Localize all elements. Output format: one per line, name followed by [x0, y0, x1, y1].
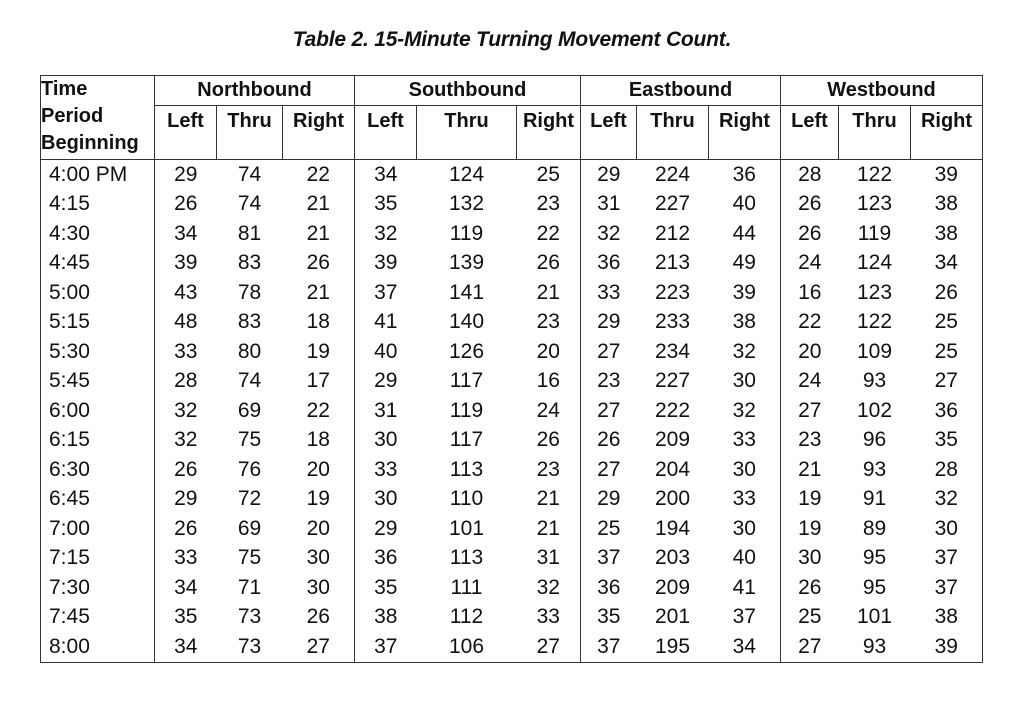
wb-left-cell: 28 [781, 160, 839, 190]
table-row [41, 426, 983, 456]
nb-left-cell: 48 [155, 308, 217, 338]
eb-thru-cell: 222 [654, 398, 691, 422]
nb-thru-cell: 78 [237, 280, 262, 304]
wb-right-cell: 39 [911, 632, 983, 662]
time-period-cell: 5:00 [41, 278, 155, 308]
wb-right-header: Right [911, 106, 983, 137]
sb-left-cell: 35 [355, 573, 417, 603]
nb-left-cell: 29 [155, 485, 217, 515]
sb-thru-cell: 112 [449, 605, 484, 629]
wb-right-cell: 37 [911, 573, 983, 603]
wb-thru-cell: 95 [862, 546, 887, 570]
nb-right-cell: 22 [306, 398, 330, 422]
nb-right-cell: 27 [283, 632, 355, 662]
sb-thru-cell: 101 [448, 516, 485, 540]
eb-thru-cell: 203 [654, 546, 691, 570]
eb-right-cell: 34 [709, 632, 781, 662]
eb-right-cell: 32 [732, 339, 756, 363]
wb-right-cell: 38 [911, 190, 983, 220]
time-period-cell: 6:30 [41, 455, 155, 485]
eb-right-cell: 30 [732, 457, 756, 481]
table-row [41, 249, 983, 279]
wb-thru-cell: 119 [857, 221, 892, 245]
eb-thru-cell: 204 [654, 457, 691, 481]
sb-right-cell: 33 [536, 605, 560, 629]
time-period-cell: 7:15 [41, 544, 155, 574]
table-row [41, 396, 983, 426]
wb-left-cell: 26 [781, 573, 839, 603]
sb-left-cell: 38 [355, 603, 417, 633]
sb-thru-cell: 126 [448, 339, 485, 363]
table-row [41, 278, 983, 308]
time-period-header [41, 76, 155, 160]
nb-thru-header: Thru [217, 106, 283, 137]
table-row [41, 544, 983, 574]
eb-left-cell: 29 [581, 485, 637, 515]
approach-header-row [41, 76, 983, 106]
nb-left-cell: 34 [155, 632, 217, 662]
eb-thru-cell: 195 [637, 632, 709, 662]
eb-right-cell: 40 [732, 192, 756, 216]
time-period-cell: 6:15 [41, 426, 155, 456]
eb-left-cell: 37 [581, 544, 637, 574]
nb-left-cell: 26 [155, 514, 217, 544]
sb-right-cell: 21 [536, 516, 560, 540]
eb-left-cell: 35 [581, 603, 637, 633]
sb-left-cell: 29 [355, 514, 417, 544]
time-period-cell: 8:00 [41, 632, 155, 662]
time-period-cell: 5:15 [41, 308, 155, 338]
time-period-cell: 4:30 [41, 219, 155, 249]
eb-left-cell: 36 [581, 573, 637, 603]
wb-right-cell: 38 [911, 603, 983, 633]
eb-left-cell: 32 [581, 219, 637, 249]
time-period-cell: 5:45 [41, 367, 155, 397]
eb-thru-cell: 233 [654, 310, 691, 334]
nb-thru-cell: 73 [217, 632, 283, 662]
eb-thru-cell: 227 [654, 192, 691, 216]
sb-thru-cell: 117 [449, 369, 484, 393]
wb-left-cell: 26 [781, 219, 839, 249]
wb-left-cell: 21 [781, 455, 839, 485]
wb-right-cell: 26 [911, 278, 983, 308]
nb-right-cell: 21 [306, 280, 330, 304]
eb-left-cell: 26 [581, 426, 637, 456]
wb-thru-cell: 101 [856, 605, 893, 629]
nb-right-cell: 17 [306, 369, 330, 393]
eb-right-header: Right [709, 106, 781, 137]
sb-right-cell: 26 [536, 251, 560, 275]
wb-left-cell: 23 [781, 426, 839, 456]
wb-left-cell: 19 [781, 485, 839, 515]
nb-left-cell: 28 [155, 367, 217, 397]
time-period-cell: 7:30 [41, 573, 155, 603]
nb-thru-cell: 71 [237, 575, 262, 599]
nb-left-cell: 26 [155, 190, 217, 220]
nb-thru-cell: 83 [237, 310, 262, 334]
sb-left-cell: 32 [355, 219, 417, 249]
sb-right-cell: 23 [536, 310, 560, 334]
wb-thru-cell: 93 [862, 369, 887, 393]
nb-thru-cell: 73 [237, 605, 262, 629]
sb-right-cell: 32 [536, 575, 560, 599]
time-period-cell: 5:30 [41, 337, 155, 367]
sb-right-cell: 16 [536, 369, 560, 393]
time-period-cell: 4:15 [41, 190, 155, 220]
sb-right-cell: 21 [536, 487, 560, 511]
nb-thru-cell: 74 [237, 369, 262, 393]
wb-left-cell: 19 [781, 514, 839, 544]
wb-left-cell: 26 [781, 190, 839, 220]
nb-right-cell: 19 [306, 487, 330, 511]
sb-right-cell: 26 [536, 428, 560, 452]
nb-thru-cell: 75 [237, 428, 262, 452]
sb-thru-cell: 113 [449, 546, 484, 570]
eb-left-cell: 27 [581, 337, 637, 367]
wb-left-header: Left [781, 106, 839, 137]
eb-right-cell: 40 [732, 546, 756, 570]
nb-left-cell: 34 [155, 573, 217, 603]
nb-thru-cell: 72 [237, 487, 262, 511]
wb-left-cell: 20 [781, 337, 839, 367]
table-caption: Table 2. 15-Minute Turning Movement Count. [292, 28, 732, 51]
eb-right-cell: 32 [732, 398, 756, 422]
nb-right-cell: 26 [306, 251, 330, 275]
nb-left-cell: 32 [155, 396, 217, 426]
eb-left-header: Left [581, 106, 637, 137]
eb-left-cell: 36 [581, 249, 637, 279]
eb-left-cell: 29 [581, 308, 637, 338]
time-header-line-3: Beginning [41, 132, 139, 154]
sb-left-cell: 30 [355, 485, 417, 515]
southbound-header: Southbound [355, 76, 581, 106]
sb-thru-cell: 106 [417, 632, 517, 662]
nb-left-cell: 34 [155, 219, 217, 249]
nb-left-cell: 35 [155, 603, 217, 633]
nb-right-cell: 19 [306, 339, 330, 363]
sb-thru-cell: 124 [417, 160, 517, 190]
eb-thru-cell: 224 [637, 160, 709, 190]
nb-right-cell: 18 [306, 428, 330, 452]
nb-left-cell: 43 [155, 278, 217, 308]
time-header-line-2: Period [41, 105, 104, 127]
wb-right-cell: 36 [911, 396, 983, 426]
eb-left-cell: 33 [581, 278, 637, 308]
wb-right-cell: 25 [911, 308, 983, 338]
wb-right-cell: 35 [911, 426, 983, 456]
nb-thru-cell: 69 [237, 398, 262, 422]
wb-left-cell: 24 [781, 367, 839, 397]
nb-right-cell: 22 [283, 160, 355, 190]
sb-left-cell: 40 [355, 337, 417, 367]
eb-right-cell: 38 [732, 310, 756, 334]
eb-left-cell: 29 [581, 160, 637, 190]
eb-thru-cell: 212 [654, 221, 691, 245]
wb-thru-cell: 124 [856, 251, 893, 275]
wb-right-cell: 34 [911, 249, 983, 279]
eb-thru-cell: 234 [654, 339, 691, 363]
nb-left-cell: 33 [155, 544, 217, 574]
wb-thru-cell: 122 [856, 310, 893, 334]
sb-thru-cell: 132 [448, 192, 485, 216]
sb-left-cell: 35 [355, 190, 417, 220]
wb-thru-cell: 102 [856, 398, 893, 422]
nb-left-cell: 29 [155, 160, 217, 190]
time-period-cell: 6:45 [41, 485, 155, 515]
wb-left-cell: 25 [781, 603, 839, 633]
sb-thru-header: Thru [417, 106, 517, 137]
eb-right-cell: 36 [709, 160, 781, 190]
eb-thru-cell: 201 [654, 605, 691, 629]
sb-right-cell: 31 [536, 546, 560, 570]
sb-thru-cell: 111 [450, 575, 483, 599]
wb-left-cell: 27 [781, 632, 839, 662]
eb-left-cell: 37 [581, 632, 637, 662]
eb-thru-header: Thru [637, 106, 709, 137]
wb-left-cell: 30 [781, 544, 839, 574]
nb-thru-cell: 69 [237, 516, 262, 540]
sb-left-cell: 37 [355, 278, 417, 308]
header-spacer-row [41, 136, 983, 160]
table-row [41, 337, 983, 367]
sb-left-cell: 39 [355, 249, 417, 279]
eastbound-header: Eastbound [581, 76, 781, 106]
time-period-cell: 4:45 [41, 249, 155, 279]
eb-right-cell: 30 [732, 369, 756, 393]
westbound-header: Westbound [781, 76, 983, 106]
eb-right-cell: 30 [732, 516, 756, 540]
nb-left-cell: 39 [155, 249, 217, 279]
sb-thru-cell: 110 [449, 487, 484, 511]
sb-right-cell: 27 [517, 632, 581, 662]
nb-right-cell: 30 [306, 575, 330, 599]
sb-left-cell: 33 [355, 455, 417, 485]
wb-thru-cell: 91 [862, 487, 887, 511]
sb-thru-cell: 119 [449, 398, 484, 422]
time-period-cell: 7:45 [41, 603, 155, 633]
sb-left-cell: 31 [355, 396, 417, 426]
sb-right-cell: 23 [536, 457, 560, 481]
nb-thru-cell: 74 [217, 160, 283, 190]
eb-left-cell: 23 [581, 367, 637, 397]
table-row [41, 455, 983, 485]
wb-thru-cell: 96 [862, 428, 887, 452]
table-body [41, 160, 983, 663]
nb-left-header: Left [155, 106, 217, 137]
wb-thru-header: Thru [839, 106, 911, 137]
eb-right-cell: 33 [732, 487, 756, 511]
time-period-cell: 6:00 [41, 396, 155, 426]
time-period-cell: 7:00 [41, 514, 155, 544]
nb-right-cell: 18 [306, 310, 330, 334]
nb-thru-cell: 75 [237, 546, 262, 570]
nb-left-cell: 33 [155, 337, 217, 367]
time-header-line-1: Time [41, 78, 88, 100]
nb-thru-cell: 74 [237, 192, 262, 216]
sb-right-header: Right [517, 106, 581, 137]
sb-right-cell: 25 [517, 160, 581, 190]
eb-thru-cell: 209 [654, 428, 691, 452]
turning-movement-table [40, 75, 983, 663]
wb-thru-cell: 123 [856, 192, 893, 216]
eb-right-cell: 49 [732, 251, 756, 275]
table-row [41, 308, 983, 338]
eb-thru-cell: 213 [654, 251, 691, 275]
eb-right-cell: 33 [732, 428, 756, 452]
eb-left-cell: 27 [581, 455, 637, 485]
nb-thru-cell: 81 [237, 221, 262, 245]
nb-right-cell: 26 [306, 605, 330, 629]
sb-thru-cell: 140 [448, 310, 485, 334]
nb-thru-cell: 80 [237, 339, 262, 363]
wb-left-cell: 22 [781, 308, 839, 338]
sb-left-cell: 36 [355, 544, 417, 574]
eb-right-cell: 37 [732, 605, 756, 629]
eb-thru-cell: 223 [654, 280, 691, 304]
wb-right-cell: 27 [911, 367, 983, 397]
nb-right-cell: 20 [306, 457, 330, 481]
table-row [41, 190, 983, 220]
sb-left-cell: 29 [355, 367, 417, 397]
time-period-cell: 4:00 PM [41, 160, 155, 190]
wb-right-cell: 32 [911, 485, 983, 515]
table-row [41, 367, 983, 397]
wb-thru-cell: 89 [862, 516, 887, 540]
sb-right-cell: 24 [536, 398, 560, 422]
wb-thru-cell: 122 [839, 160, 911, 190]
wb-thru-cell: 95 [862, 575, 887, 599]
eb-right-cell: 41 [732, 575, 756, 599]
nb-thru-cell: 83 [237, 251, 262, 275]
sb-thru-cell: 139 [448, 251, 485, 275]
northbound-header: Northbound [155, 76, 355, 106]
sb-thru-cell: 117 [449, 428, 484, 452]
nb-right-cell: 21 [306, 192, 330, 216]
table-row [41, 514, 983, 544]
eb-left-cell: 31 [581, 190, 637, 220]
sb-left-cell: 37 [355, 632, 417, 662]
wb-right-cell: 30 [911, 514, 983, 544]
table-row [41, 160, 983, 190]
nb-left-cell: 32 [155, 426, 217, 456]
nb-right-header: Right [283, 106, 355, 137]
nb-right-cell: 30 [306, 546, 330, 570]
wb-right-cell: 37 [911, 544, 983, 574]
sb-thru-cell: 113 [449, 457, 484, 481]
table-row [41, 573, 983, 603]
nb-right-cell: 20 [306, 516, 330, 540]
nb-right-cell: 21 [306, 221, 330, 245]
sb-left-header: Left [355, 106, 417, 137]
wb-thru-cell: 109 [856, 339, 893, 363]
wb-thru-cell: 93 [862, 457, 887, 481]
sb-right-cell: 23 [536, 192, 560, 216]
wb-right-cell: 25 [911, 337, 983, 367]
sb-right-cell: 22 [536, 221, 560, 245]
nb-thru-cell: 76 [237, 457, 262, 481]
wb-left-cell: 27 [781, 396, 839, 426]
sb-left-cell: 34 [355, 160, 417, 190]
wb-right-cell: 39 [911, 160, 983, 190]
eb-thru-cell: 194 [654, 516, 691, 540]
wb-right-cell: 28 [911, 455, 983, 485]
sb-thru-cell: 141 [448, 280, 485, 304]
nb-left-cell: 26 [155, 455, 217, 485]
wb-left-cell: 16 [781, 278, 839, 308]
sb-right-cell: 20 [536, 339, 560, 363]
movement-header-row [41, 106, 983, 137]
table-row [41, 632, 983, 662]
eb-thru-cell: 200 [654, 487, 691, 511]
sb-right-cell: 21 [536, 280, 560, 304]
sb-thru-cell: 119 [449, 221, 484, 245]
sb-left-cell: 30 [355, 426, 417, 456]
eb-left-cell: 25 [581, 514, 637, 544]
wb-thru-cell: 93 [839, 632, 911, 662]
wb-right-cell: 38 [911, 219, 983, 249]
wb-thru-cell: 123 [856, 280, 893, 304]
eb-thru-cell: 227 [654, 369, 691, 393]
eb-right-cell: 44 [732, 221, 756, 245]
wb-left-cell: 24 [781, 249, 839, 279]
eb-right-cell: 39 [732, 280, 756, 304]
table-row [41, 219, 983, 249]
sb-left-cell: 41 [355, 308, 417, 338]
eb-left-cell: 27 [581, 396, 637, 426]
eb-thru-cell: 209 [654, 575, 691, 599]
table-row [41, 603, 983, 633]
table-row [41, 485, 983, 515]
